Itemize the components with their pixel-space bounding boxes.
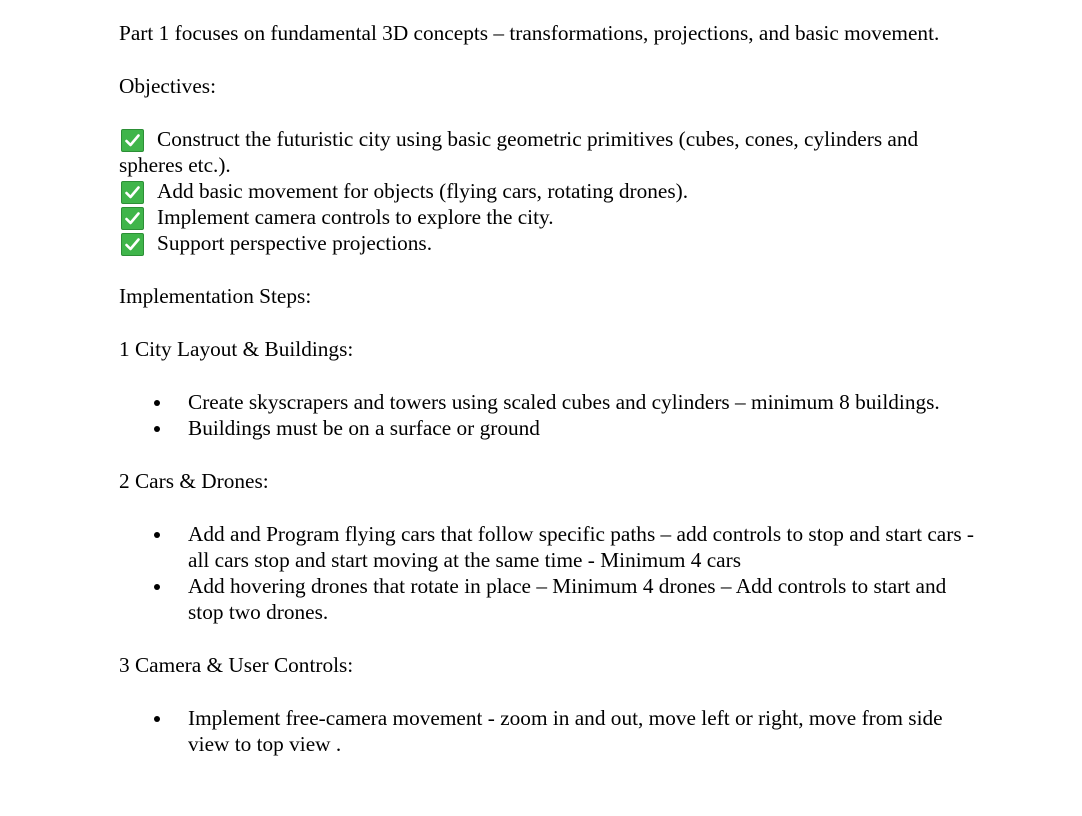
intro-paragraph: Part 1 focuses on fundamental 3D concepts – transformations, projections, and basic movement. bbox=[119, 21, 940, 45]
bullet-text: Add and Program flying cars that follow specific paths – add controls to stop and start cars - all cars stop and start moving at the same time - Minimum 4 cars bbox=[188, 522, 975, 572]
spacer bbox=[119, 46, 979, 73]
objective-item bbox=[119, 204, 979, 230]
bullet-item bbox=[119, 705, 979, 757]
check-mark-icon bbox=[121, 207, 144, 230]
bullet-text: Create skyscrapers and towers using scaled cubes and cylinders – minimum 8 buildings. bbox=[188, 390, 940, 414]
bullet-icon bbox=[154, 716, 160, 722]
objective-text: Construct the futuristic city using basic geometric primitives (cubes, cones, cylinders and spheres etc.). bbox=[119, 127, 919, 177]
objective-text: Implement camera controls to explore the city. bbox=[157, 205, 554, 229]
document-page bbox=[119, 20, 979, 757]
spacer bbox=[119, 256, 979, 283]
objective-item bbox=[119, 230, 979, 256]
section-heading: 2 Cars & Drones: bbox=[119, 469, 269, 493]
check-mark-icon bbox=[121, 233, 144, 256]
bullet-item bbox=[119, 389, 979, 415]
objectives-list bbox=[119, 126, 979, 256]
spacer bbox=[119, 678, 979, 705]
section-heading: 3 Camera & User Controls: bbox=[119, 653, 354, 677]
section-bullet-list bbox=[119, 705, 979, 757]
spacer bbox=[119, 441, 979, 468]
bullet-text: Add hovering drones that rotate in place – Minimum 4 drones – Add controls to start and stop two drones. bbox=[188, 574, 947, 624]
spacer bbox=[119, 362, 979, 389]
objective-text: Support perspective projections. bbox=[157, 231, 433, 255]
bullet-item bbox=[119, 573, 979, 625]
spacer bbox=[119, 494, 979, 521]
spacer bbox=[119, 625, 979, 652]
bullet-item bbox=[119, 415, 979, 441]
spacer bbox=[119, 309, 979, 336]
objective-item bbox=[119, 126, 979, 178]
section-bullet-list bbox=[119, 521, 979, 625]
objectives-heading: Objectives: bbox=[119, 74, 216, 98]
check-mark-icon bbox=[121, 129, 144, 152]
bullet-icon bbox=[154, 426, 160, 432]
bullet-text: Buildings must be on a surface or ground bbox=[188, 416, 540, 440]
bullet-icon bbox=[154, 584, 160, 590]
bullet-icon bbox=[154, 400, 160, 406]
bullet-item bbox=[119, 521, 979, 573]
objective-item bbox=[119, 178, 979, 204]
steps-heading: Implementation Steps: bbox=[119, 284, 312, 308]
check-mark-icon bbox=[121, 181, 144, 204]
bullet-text: Implement free-camera movement - zoom in and out, move left or right, move from side view to top view . bbox=[188, 706, 943, 756]
section-bullet-list bbox=[119, 389, 979, 441]
bullet-icon bbox=[154, 532, 160, 538]
spacer bbox=[119, 99, 979, 126]
section-heading: 1 City Layout & Buildings: bbox=[119, 337, 354, 361]
objective-text: Add basic movement for objects (flying cars, rotating drones). bbox=[157, 179, 689, 203]
